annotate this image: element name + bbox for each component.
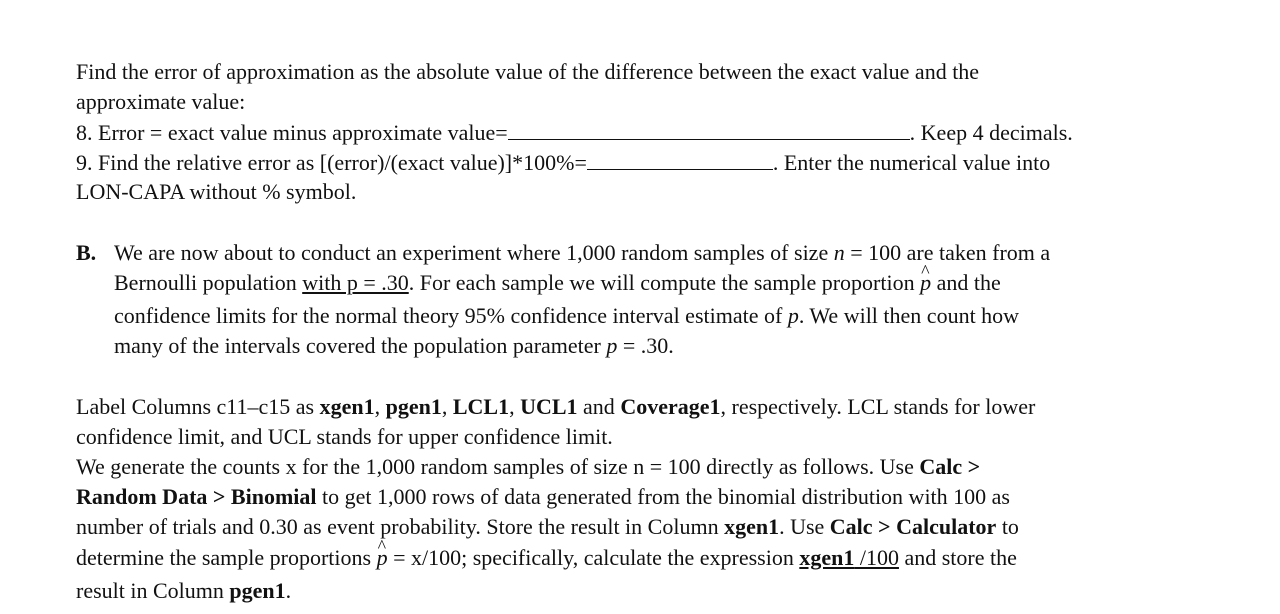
labels-line-1: Label Columns c11–c15 as xgen1, pgen1, LCL1, UCL1 and Coverage1, respectively. LCL stands for lower [76, 394, 1036, 419]
part-b-line-1: We are now about to conduct an experiment where 1,000 random samples of size n = 100 are taken from a [114, 240, 1051, 265]
part-b-label: B. [76, 240, 97, 265]
menu-calc-calculator: Calc > Calculator [829, 514, 997, 539]
menu-random-data-binomial: Random Data > Binomial [76, 484, 317, 509]
intro-line-2: approximate value: [76, 89, 246, 114]
var-p: p [606, 333, 618, 358]
col-xgen1: xgen1 [724, 514, 780, 539]
q9-prefix: 9. Find the relative error as [(error)/(exact value)]*100%= [76, 150, 587, 175]
labels-line-7: result in Column pgen1. [76, 578, 292, 603]
with-p-underlined: with p = .30 [302, 270, 409, 295]
q9-answer-blank[interactable] [587, 147, 773, 170]
q8-answer-blank[interactable] [508, 117, 910, 140]
col-lcl1: LCL1 [452, 394, 510, 419]
col-coverage1: Coverage1 [620, 394, 721, 419]
var-p: p [787, 303, 799, 328]
question-9 [76, 147, 1050, 178]
labels-line-3: We generate the counts x for the 1,000 random samples of size n = 100 directly as follows. Use Calc > [76, 454, 981, 479]
question-8 [76, 117, 1073, 148]
q8-suffix: . Keep 4 decimals. [909, 120, 1073, 145]
menu-calc: Calc > [919, 454, 981, 479]
col-pgen1: pgen1 [385, 394, 442, 419]
question-9-line-2: LON-CAPA without % symbol. [76, 179, 357, 204]
col-ucl1: UCL1 [520, 394, 578, 419]
intro-line-1: Find the error of approximation as the absolute value of the difference between the exact value and the [76, 59, 980, 84]
expression-underlined: xgen1 /100 [799, 545, 899, 570]
col-pgen1: pgen1 [229, 578, 286, 603]
labels-line-5: number of trials and 0.30 as event probability. Store the result in Column xgen1. Use Calc > Calculator to [76, 514, 1019, 539]
part-b-line-4: many of the intervals covered the population parameter p = .30. [114, 333, 674, 358]
p-hat-symbol: ^ p [920, 268, 931, 298]
col-xgen1: xgen1 [319, 394, 375, 419]
labels-line-4: Random Data > Binomial to get 1,000 rows of data generated from the binomial distribution with 100 as [76, 484, 1010, 509]
p-hat-symbol: ^ p [377, 543, 388, 573]
part-b-line-3: confidence limits for the normal theory 95% confidence interval estimate of p. We will then count how [114, 303, 1020, 328]
labels-line-6: determine the sample proportions ^ p = x/100; specifically, calculate the expression xgen1 /100 and store the [76, 543, 1017, 573]
q8-prefix: 8. Error = exact value minus approximate value= [76, 120, 508, 145]
part-b-line-2: Bernoulli population with p = .30. For each sample we will compute the sample proportion ^ p and the [114, 268, 1001, 298]
labels-line-2: confidence limit, and UCL stands for upper confidence limit. [76, 424, 613, 449]
var-n: n [833, 240, 845, 265]
q9-suffix: . Enter the numerical value into [772, 150, 1051, 175]
